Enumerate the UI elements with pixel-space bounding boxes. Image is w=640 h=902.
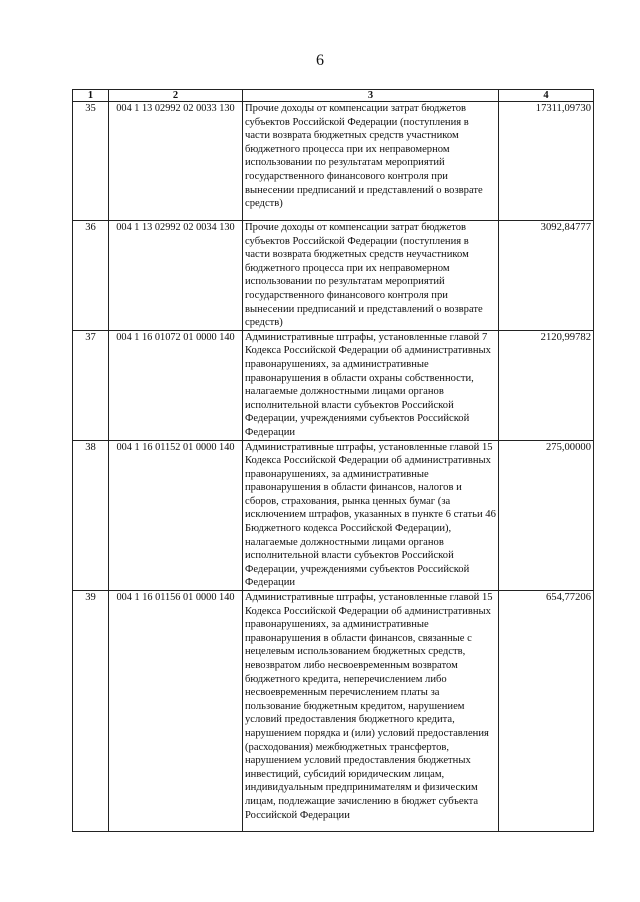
budget-revenue-table [72, 89, 594, 832]
table-header-row [73, 90, 594, 102]
revenue-description: Прочие доходы от компенсации затрат бюджетов субъектов Российской Федерации (поступления в части возврата бюджетных средств неучастником бюджетного процесса при их неправомерном использовании по результатам мероприятий государственного финансового контроля при вынесении предписаний и представлений о возврате средств) [243, 221, 499, 331]
column-header-3: 3 [243, 90, 499, 102]
revenue-description: Прочие доходы от компенсации затрат бюджетов субъектов Российской Федерации (поступления в части возврата бюджетных средств участником бюджетного процесса при их неправомерном использовании по результатам мероприятий государственного финансового контроля при вынесении предписаний и представлений о возврате средств) [243, 102, 499, 221]
budget-classification-code: 004 1 13 02992 02 0034 130 [109, 221, 243, 331]
revenue-description: Административные штрафы, установленные главой 15 Кодекса Российской Федерации об административных правонарушениях, за административные правонарушения в области финансов, связанные с нецелевым использованием бюджетных средств, невозвратом либо несвоевременным возвратом бюджетного кредита, неперечислением либо несвоевременным перечислением платы за пользование бюджетным кредитом, нарушением условий предоставления бюджетного кредита, нарушением порядка и (или) условий предоставления (расходования) межбюджетных трансфертов, нарушением условий предоставления бюджетных инвестиций, субсидий юридическим лицам, индивидуальным предпринимателям и физическим лицам, подлежащие зачислению в бюджет субъекта Российской Федерации [243, 591, 499, 832]
budget-classification-code: 004 1 13 02992 02 0033 130 [109, 102, 243, 221]
table-row [73, 330, 594, 440]
revenue-description: Административные штрафы, установленные главой 7 Кодекса Российской Федерации об административных правонарушениях, за административные правонарушения в области охраны собственности, налагаемые должностными лицами органов исполнительной власти субъектов Российской Федерации, учреждениями субъектов Российской Федерации [243, 330, 499, 440]
budget-classification-code: 004 1 16 01152 01 0000 140 [109, 440, 243, 591]
revenue-amount: 2120,99782 [499, 330, 594, 440]
revenue-amount: 654,77206 [499, 591, 594, 832]
revenue-amount: 17311,09730 [499, 102, 594, 221]
table-row [73, 591, 594, 832]
revenue-amount: 275,00000 [499, 440, 594, 591]
page-number: 6 [316, 52, 324, 69]
table-row [73, 440, 594, 591]
budget-classification-code: 004 1 16 01156 01 0000 140 [109, 591, 243, 832]
column-header-4: 4 [499, 90, 594, 102]
table-row [73, 221, 594, 331]
row-number: 35 [73, 102, 109, 221]
row-number: 37 [73, 330, 109, 440]
column-header-2: 2 [109, 90, 243, 102]
row-number: 39 [73, 591, 109, 832]
row-number: 38 [73, 440, 109, 591]
revenue-amount: 3092,84777 [499, 221, 594, 331]
table-row [73, 102, 594, 221]
column-header-1: 1 [73, 90, 109, 102]
row-number: 36 [73, 221, 109, 331]
budget-classification-code: 004 1 16 01072 01 0000 140 [109, 330, 243, 440]
revenue-description: Административные штрафы, установленные главой 15 Кодекса Российской Федерации об административных правонарушениях, за административные правонарушения в области финансов, налогов и сборов, страхования, рынка ценных бумаг (за исключением штрафов, указанных в пункте 6 статьи 46 Бюджетного кодекса Российской Федерации), налагаемые должностными лицами органов исполнительной власти субъектов Российской Федерации, учреждениями субъектов Российской Федерации [243, 440, 499, 591]
